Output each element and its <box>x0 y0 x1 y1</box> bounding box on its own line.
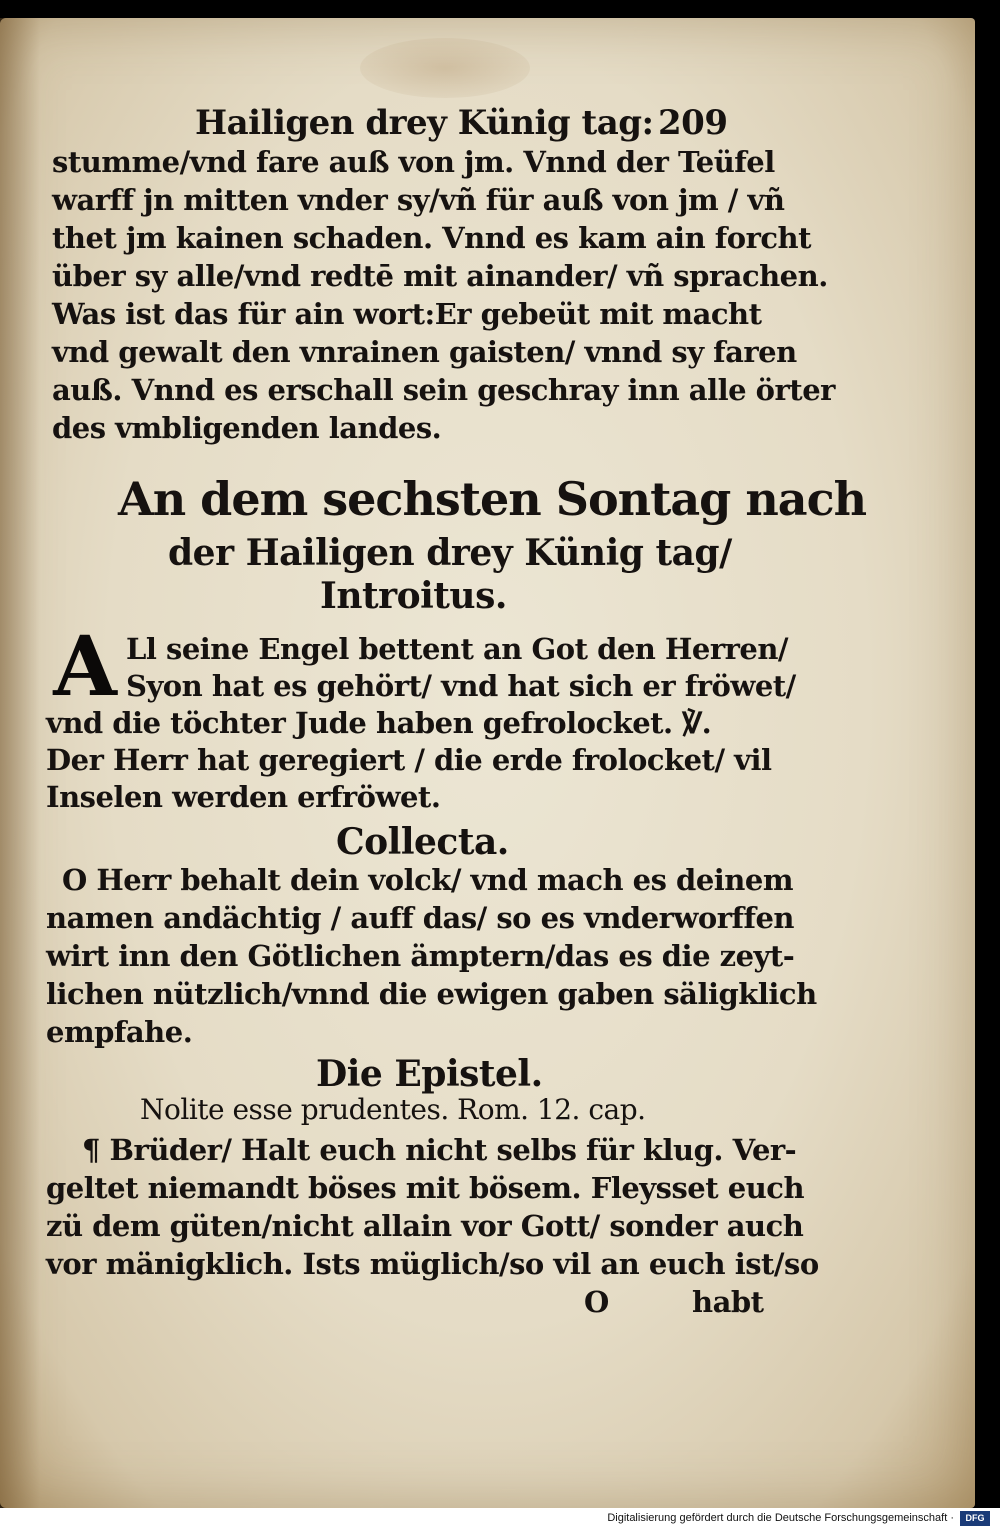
text-line: über sy alle/vnd redtē mit ainander/ vñ sprachen. <box>52 259 828 293</box>
catchword: habt <box>692 1285 764 1319</box>
running-head: Hailigen drey Künig tag: <box>195 103 654 143</box>
section-heading: An dem sechsten Sontag nach <box>118 472 867 526</box>
text-line: Der Herr hat geregiert / die erde frolocket/ vil <box>46 743 772 777</box>
text-line: warff jn mitten vnder sy/vñ für auß von jm / vñ <box>52 183 785 217</box>
text-line: vnd gewalt den vnrainen gaisten/ vnnd sy faren <box>52 335 797 369</box>
collecta-heading: Collecta. <box>336 821 509 863</box>
text-line: vor mänigklich. Ists müglich/so vil an euch ist/so <box>46 1247 819 1281</box>
text-line: Inselen werden erfröwet. <box>46 780 441 814</box>
epistel-heading: Die Epistel. <box>316 1053 543 1095</box>
text-line: empfahe. <box>46 1015 193 1049</box>
text-line: lichen nützlich/vnnd die ewigen gaben säligklich <box>46 977 817 1011</box>
text-line: ¶ Brüder/ Halt euch nicht selbs für klug. Ver- <box>82 1133 797 1167</box>
text-line: vnd die töchter Jude haben gefrolocket. ℣. <box>46 706 712 740</box>
text-line: namen andächtig / auff das/ so es vnderworffen <box>46 901 795 935</box>
text-line: O Herr behalt dein volck/ vnd mach es deinem <box>62 863 794 897</box>
text-line: thet jm kainen schaden. Vnnd es kam ain forcht <box>52 221 811 255</box>
text-line: Ll seine Engel bettent an Got den Herren/ <box>126 632 789 666</box>
dfg-logo: DFG <box>960 1511 990 1526</box>
text-line: Syon hat es gehört/ vnd hat sich er fröwet/ <box>126 669 796 703</box>
page-number: 209 <box>658 103 728 143</box>
text-line: stumme/vnd fare auß von jm. Vnnd der Teüfel <box>52 145 775 179</box>
page-text <box>0 18 975 1508</box>
text-line: wirt inn den Götlichen ämptern/das es die zeyt- <box>46 939 795 973</box>
signature-mark: O <box>584 1285 609 1319</box>
introitus-heading: Introitus. <box>320 575 507 617</box>
text-line: zü dem güten/nicht allain vor Gott/ sonder auch <box>46 1209 804 1243</box>
text-line: auß. Vnnd es erschall sein geschray inn alle örter <box>52 373 835 407</box>
section-heading-sub: der Hailigen drey Künig tag/ <box>168 532 732 574</box>
funding-credit: Digitalisierung gefördert durch die Deutsche Forschungsgemeinschaft · <box>607 1512 954 1524</box>
text-line: Was ist das für ain wort:Er gebeüt mit macht <box>52 297 762 331</box>
footer-bar <box>0 1508 1000 1530</box>
book-page <box>0 18 975 1508</box>
epistel-reference: Nolite esse prudentes. Rom. 12. cap. <box>140 1093 646 1126</box>
text-line: des vmbligenden landes. <box>52 411 442 445</box>
decorated-initial: A <box>53 619 117 715</box>
text-line: geltet niemandt böses mit bösem. Fleysset euch <box>46 1171 805 1205</box>
